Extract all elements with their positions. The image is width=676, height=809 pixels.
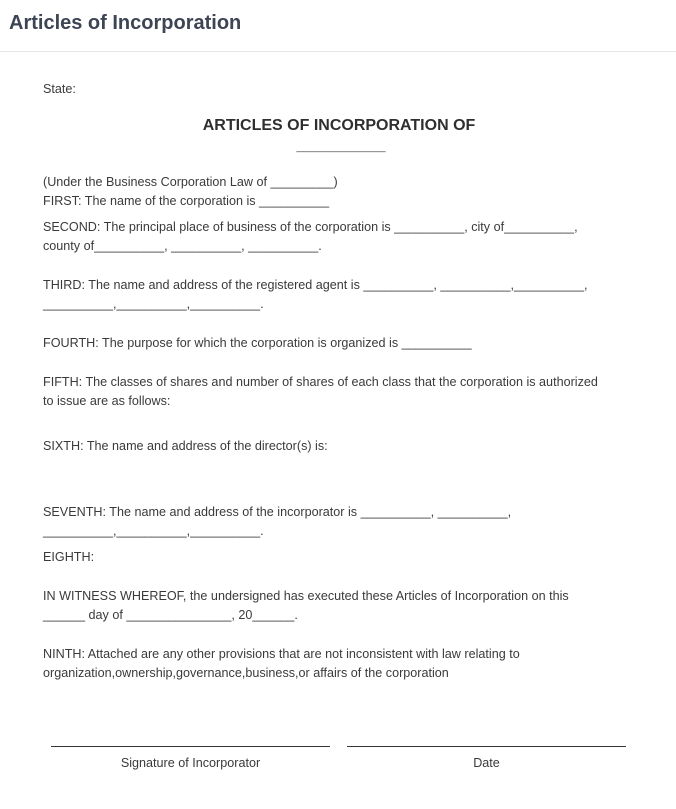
signature-line bbox=[51, 746, 330, 747]
third-clause-line-1: THIRD: The name and address of the registered agent is __________, __________,__________, bbox=[43, 278, 588, 292]
page-title: Articles of Incorporation bbox=[9, 12, 242, 34]
fourth-clause: FOURTH: The purpose for which the corporation is organized is __________ bbox=[43, 336, 472, 350]
document-title: ARTICLES OF INCORPORATION OF bbox=[202, 117, 476, 134]
second-clause-line-2: county of__________, __________, __________. bbox=[43, 239, 322, 253]
ninth-clause-line-1: NINTH: Attached are any other provisions that are not inconsistent with law relating to bbox=[43, 647, 520, 661]
ninth-clause-line-2: organization,ownership,governance,business,or affairs of the corporation bbox=[43, 666, 449, 680]
date-line bbox=[347, 746, 626, 747]
fifth-clause-line-1: FIFTH: The classes of shares and number of shares of each class that the corporation is authorized bbox=[43, 375, 598, 389]
seventh-clause-line-2: __________,__________,__________. bbox=[43, 524, 264, 538]
state-label: State: bbox=[43, 82, 76, 96]
signature-label: Signature of Incorporator bbox=[120, 756, 261, 770]
third-clause-line-2: __________,__________,__________. bbox=[43, 297, 264, 311]
eighth-clause: EIGHTH: bbox=[43, 550, 95, 564]
date-label: Date bbox=[473, 756, 500, 770]
document-title-blank: __________ bbox=[296, 137, 386, 154]
witness-clause-line-1: IN WITNESS WHEREOF, the undersigned has executed these Articles of Incorporation on this bbox=[43, 589, 569, 603]
sixth-clause: SIXTH: The name and address of the director(s) is: bbox=[43, 439, 328, 453]
page-header bbox=[0, 0, 676, 52]
seventh-clause-line-1: SEVENTH: The name and address of the incorporator is __________, __________, bbox=[43, 505, 512, 519]
first-clause: FIRST: The name of the corporation is __________ bbox=[43, 194, 330, 208]
witness-clause-line-2: ______ day of _______________, 20______. bbox=[43, 608, 298, 622]
second-clause-line-1: SECOND: The principal place of business of the corporation is __________, city of__________, bbox=[43, 220, 578, 234]
fifth-clause-line-2: to issue are as follows: bbox=[43, 394, 171, 408]
under-law-clause: (Under the Business Corporation Law of _________) bbox=[43, 175, 338, 189]
